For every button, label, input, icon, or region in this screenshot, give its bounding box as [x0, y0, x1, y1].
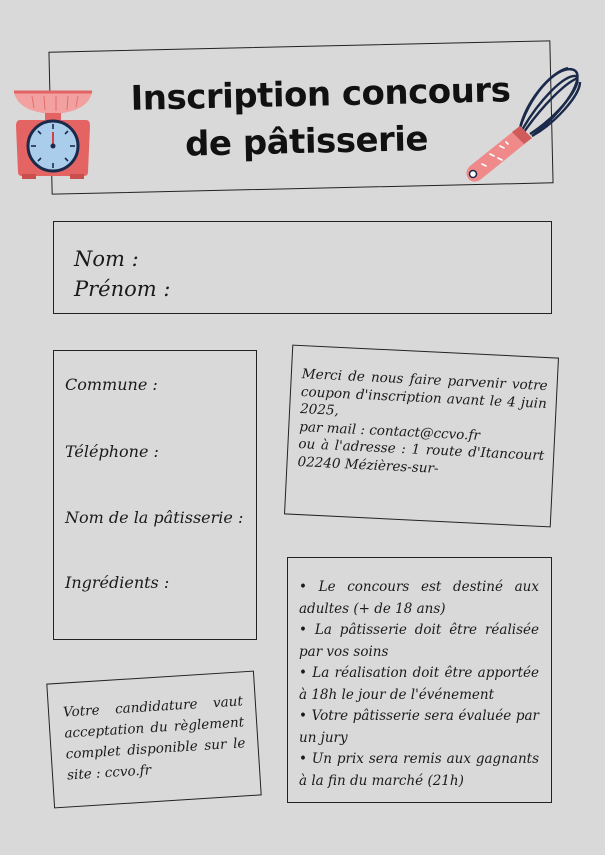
- page-title-line-2: de pâtisserie: [184, 119, 429, 165]
- patisserie-name-label: Nom de la pâtisserie :: [65, 508, 244, 527]
- registration-form-box: [53, 350, 257, 640]
- deadline-text: [297, 366, 548, 483]
- prenom-label: Prénom :: [74, 277, 171, 301]
- rule-item: • La pâtisserie doit être réalisée par vos soins: [299, 622, 539, 660]
- deadline-address-line: ou à l'adresse : 1 route d'Itancourt 02240 Mézières-sur-: [297, 436, 545, 477]
- candidature-text: Votre candidature vaut acceptation du règlement complet disponible sur le site : ccvo.fr: [62, 693, 246, 784]
- rules-list: [299, 577, 539, 792]
- whisk-icon: [462, 62, 588, 184]
- rule-item: • La réalisation doit être apportée à 18h le jour de l'événement: [299, 665, 539, 703]
- deadline-email-line: par mail : contact@ccvo.fr: [298, 418, 481, 444]
- nom-label: Nom :: [74, 247, 139, 271]
- deadline-line: Merci de nous faire parvenir votre coupon d'inscription avant le 4 juin 2025,: [299, 366, 548, 419]
- rule-item: • Votre pâtisserie sera évaluée par un jury: [299, 708, 539, 746]
- rule-item: • Un prix sera remis aux gagnants à la fin du marché (21h): [299, 751, 539, 789]
- rule-item: • Le concours est destiné aux adultes (+ de 18 ans): [299, 579, 539, 617]
- telephone-label: Téléphone :: [65, 442, 159, 461]
- page-title-line-1: Inscription concours: [130, 70, 511, 119]
- ingredients-label: Ingrédients :: [65, 573, 170, 592]
- name-box: [53, 221, 552, 314]
- kitchen-scale-icon: [12, 88, 94, 180]
- commune-label: Commune :: [65, 375, 158, 394]
- deadline-box: [284, 345, 559, 528]
- rules-box: [287, 557, 552, 803]
- candidature-box: [46, 671, 261, 809]
